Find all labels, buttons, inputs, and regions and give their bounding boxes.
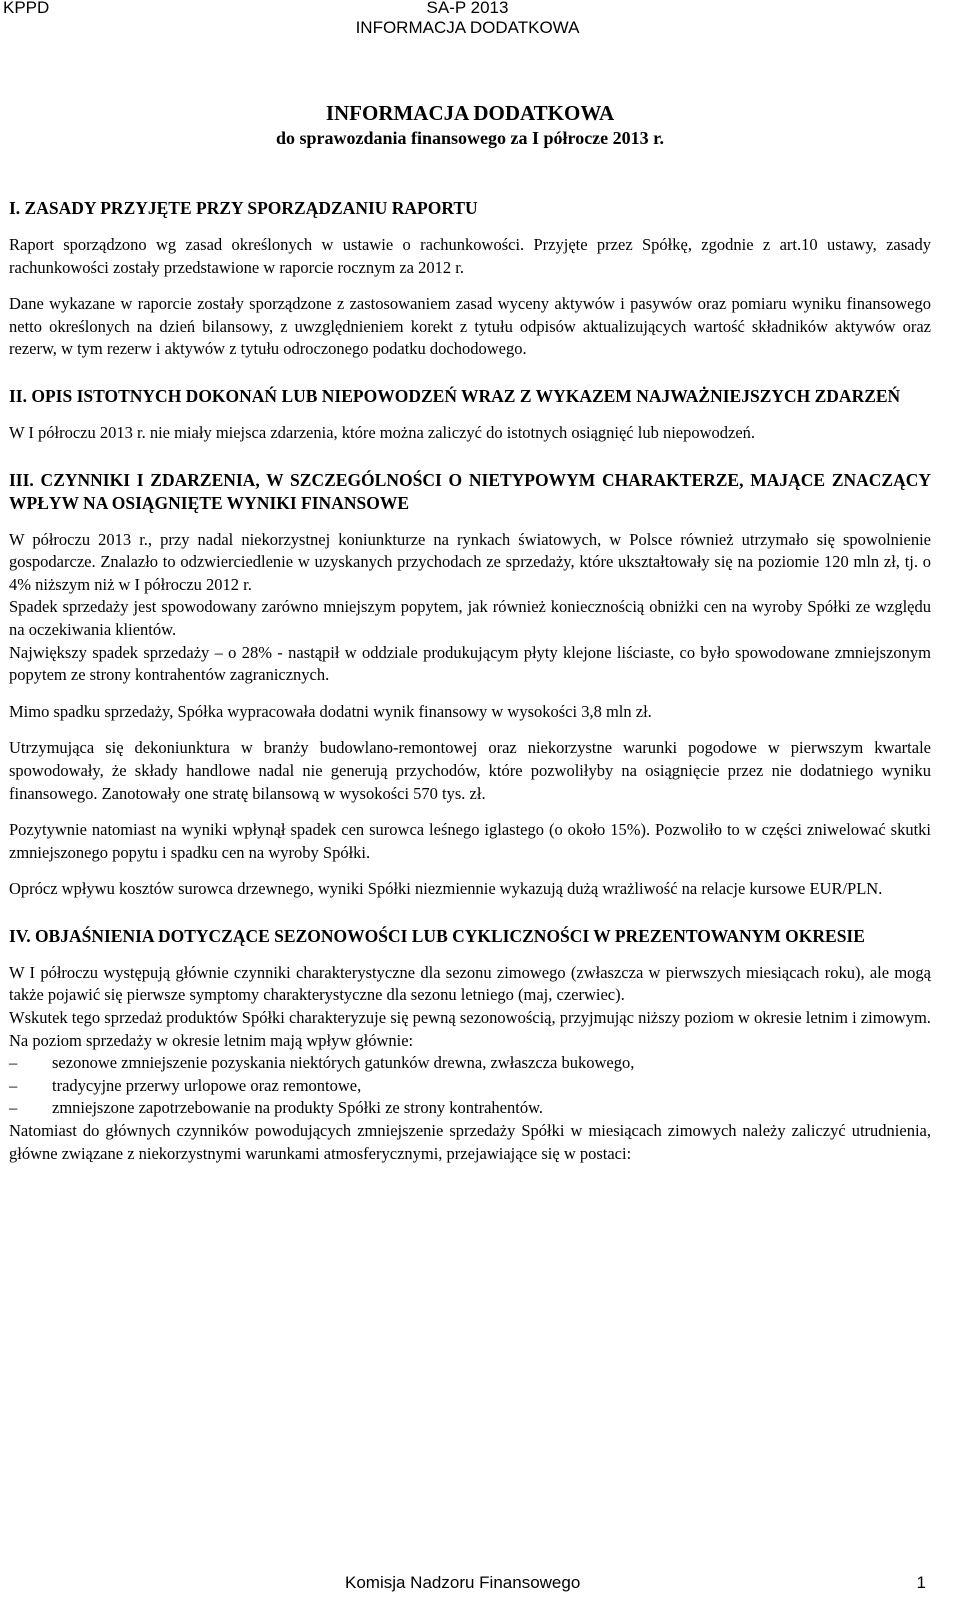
section-2-paragraph: W I półroczu 2013 r. nie miały miejsca zdarzenia, które można zaliczyć do istotnych osiągnięć lub niepowodzeń.: [9, 422, 756, 442]
list-item-text: zmniejszone zapotrzebowanie na produkty Spółki ze strony kontrahentów.: [52, 1098, 544, 1118]
document-title: INFORMACJA DODATKOWA: [325, 101, 615, 125]
header-company-code: KPPD: [3, 0, 50, 17]
header-report-code: SA-P 2013: [426, 0, 509, 17]
list-item-text: tradycyjne przerwy urlopowe oraz remontowe,: [52, 1075, 362, 1095]
section-4-heading: IV. OBJAŚNIENIA DOTYCZĄCE SEZONOWOŚCI LUB CYKLICZNOŚCI W PREZENTOWANYM OKRESIE: [9, 925, 865, 946]
section-1-paragraph: Dane wykazane w raporcie zostały sporządzone z zastosowaniem zasad wyceny aktywów i pasywów oraz pomiaru wyniku finansowego netto określonych na dzień bilansowy, z uwzględnieniem korekt z tytułu odpisów aktualizujących wartość składników aktywów oraz rezerw, w tym rezerw i aktywów z tytułu odroczonego podatku dochodowego.: [9, 294, 931, 359]
section-1-heading: I. ZASADY PRZYJĘTE PRZY SPORZĄDZANIU RAPORTU: [9, 198, 478, 218]
section-3-paragraph: Pozytywnie natomiast na wyniki wpłynął spadek cen surowca leśnego iglastego (o około 15%). Pozwoliło to w części zniwelować skutki zmniejszonego popytu i spadku cen na wyroby Spółki.: [9, 820, 931, 862]
footer-institution: Komisja Nadzoru Finansowego: [345, 1573, 581, 1592]
list-item: [9, 1075, 931, 1098]
section-3-paragraph: Utrzymująca się dekoniunktura w branży budowlano-remontowej oraz niekorzystne warunki pogodowe w pierwszym kwartale spowodowały, że składy handlowe nadal nie generują przychodów, które pozwoliłyby na osiągnięcie przez nie dodatniego wyniku finansowego. Zanotowały one stratę bilansową w wysokości 570 tys. zł.: [9, 738, 931, 803]
section-1-paragraph: Raport sporządzono wg zasad określonych w ustawie o rachunkowości. Przyjęte przez Spółkę, zgodnie z art.10 ustawy, zasady rachunkowości zostały przedstawione w raporcie rocznym za 2012 r.: [9, 235, 931, 277]
list-item-text: sezonowe zmniejszenie pozyskania niektórych gatunków drewna, zwłaszcza bukowego,: [52, 1053, 635, 1073]
document-subtitle: do sprawozdania finansowego za I półrocze 2013 r.: [275, 128, 664, 148]
list-item: [9, 1097, 931, 1120]
page-header: [0, 0, 960, 50]
page-number: 1: [916, 1573, 926, 1592]
section-4-paragraph: W I półroczu występują głównie czynniki charakterystyczne dla sezonu zimowego (zwłaszcza w pierwszych miesiącach roku), ale mogą także pojawić się pierwsze symptomy charakterystyczne dla sezonu letniego (maj, czerwiec).: [9, 962, 931, 1005]
section-3-heading: III. CZYNNIKI I ZDARZENIA, W SZCZEGÓLNOŚCI O NIETYPOWYM CHARAKTERZE, MAJĄCE ZNACZĄCY WPŁYW NA OSIĄGNIĘTE WYNIKI FINANSOWE: [9, 469, 931, 513]
section-2-heading: II. OPIS ISTOTNYCH DOKONAŃ LUB NIEPOWODZEŃ WRAZ Z WYKAZEM NAJWAŻNIEJSZYCH ZDARZEŃ: [9, 385, 901, 406]
header-report-title: INFORMACJA DODATKOWA: [355, 18, 580, 37]
dash-marker: –: [9, 1053, 18, 1073]
list-item: [9, 1052, 931, 1075]
dash-marker: –: [9, 1098, 18, 1118]
section-4-paragraph: Natomiast do głównych czynników powodujących zmniejszenie sprzedaży Spółki w miesiącach zimowych należy zaliczyć utrudnienia, główne związane z niekorzystnymi warunkami atmosferycznymi, przejawiające się w postaci:: [9, 1121, 931, 1163]
header-report-id: [0, 0, 935, 38]
section-4-paragraph: Wskutek tego sprzedaż produktów Spółki charakteryzuje się pewną sezonowością, przyjmując niższy poziom w okresie letnim i zimowym.: [9, 1008, 931, 1028]
section-4-paragraph: Na poziom sprzedaży w okresie letnim mają wpływ głównie:: [9, 1030, 414, 1050]
section-3-paragraph: Największy spadek sprzedaży – o 28% - nastąpił w oddziale produkującym płyty klejone liściaste, co było spowodowane zmniejszonym popytem ze strony kontrahentów zagranicznych.: [9, 642, 931, 685]
document-body: [9, 100, 931, 1165]
section-3-paragraph: Spadek sprzedaży jest spowodowany zarówno mniejszym popytem, jak również koniecznością obniżki cen na wyroby Spółki ze względu na oczekiwania klientów.: [9, 597, 931, 639]
page-footer: [0, 1571, 960, 1601]
section-3-paragraph: Oprócz wpływu kosztów surowca drzewnego, wyniki Spółki niezmiennie wykazują dużą wrażliwość na relacje kursowe EUR/PLN.: [9, 879, 883, 899]
summer-factors-list: [9, 1052, 931, 1120]
section-3-paragraph: Mimo spadku sprzedaży, Spółka wypracowała dodatni wynik finansowy w wysokości 3,8 mln zł.: [9, 701, 652, 721]
dash-marker: –: [9, 1075, 18, 1095]
section-3-paragraph: W półroczu 2013 r., przy nadal niekorzystnej koniunkturze na rynkach światowych, w Polsce również utrzymało się spowolnienie gospodarcze. Znalazło to odzwierciedlenie w uzyskanych przychodach ze sprzedaży, które ukształtowały się na poziomie 120 mln zł, tj. o 4% niższym niż w I półroczu 2012 r.: [9, 529, 931, 594]
